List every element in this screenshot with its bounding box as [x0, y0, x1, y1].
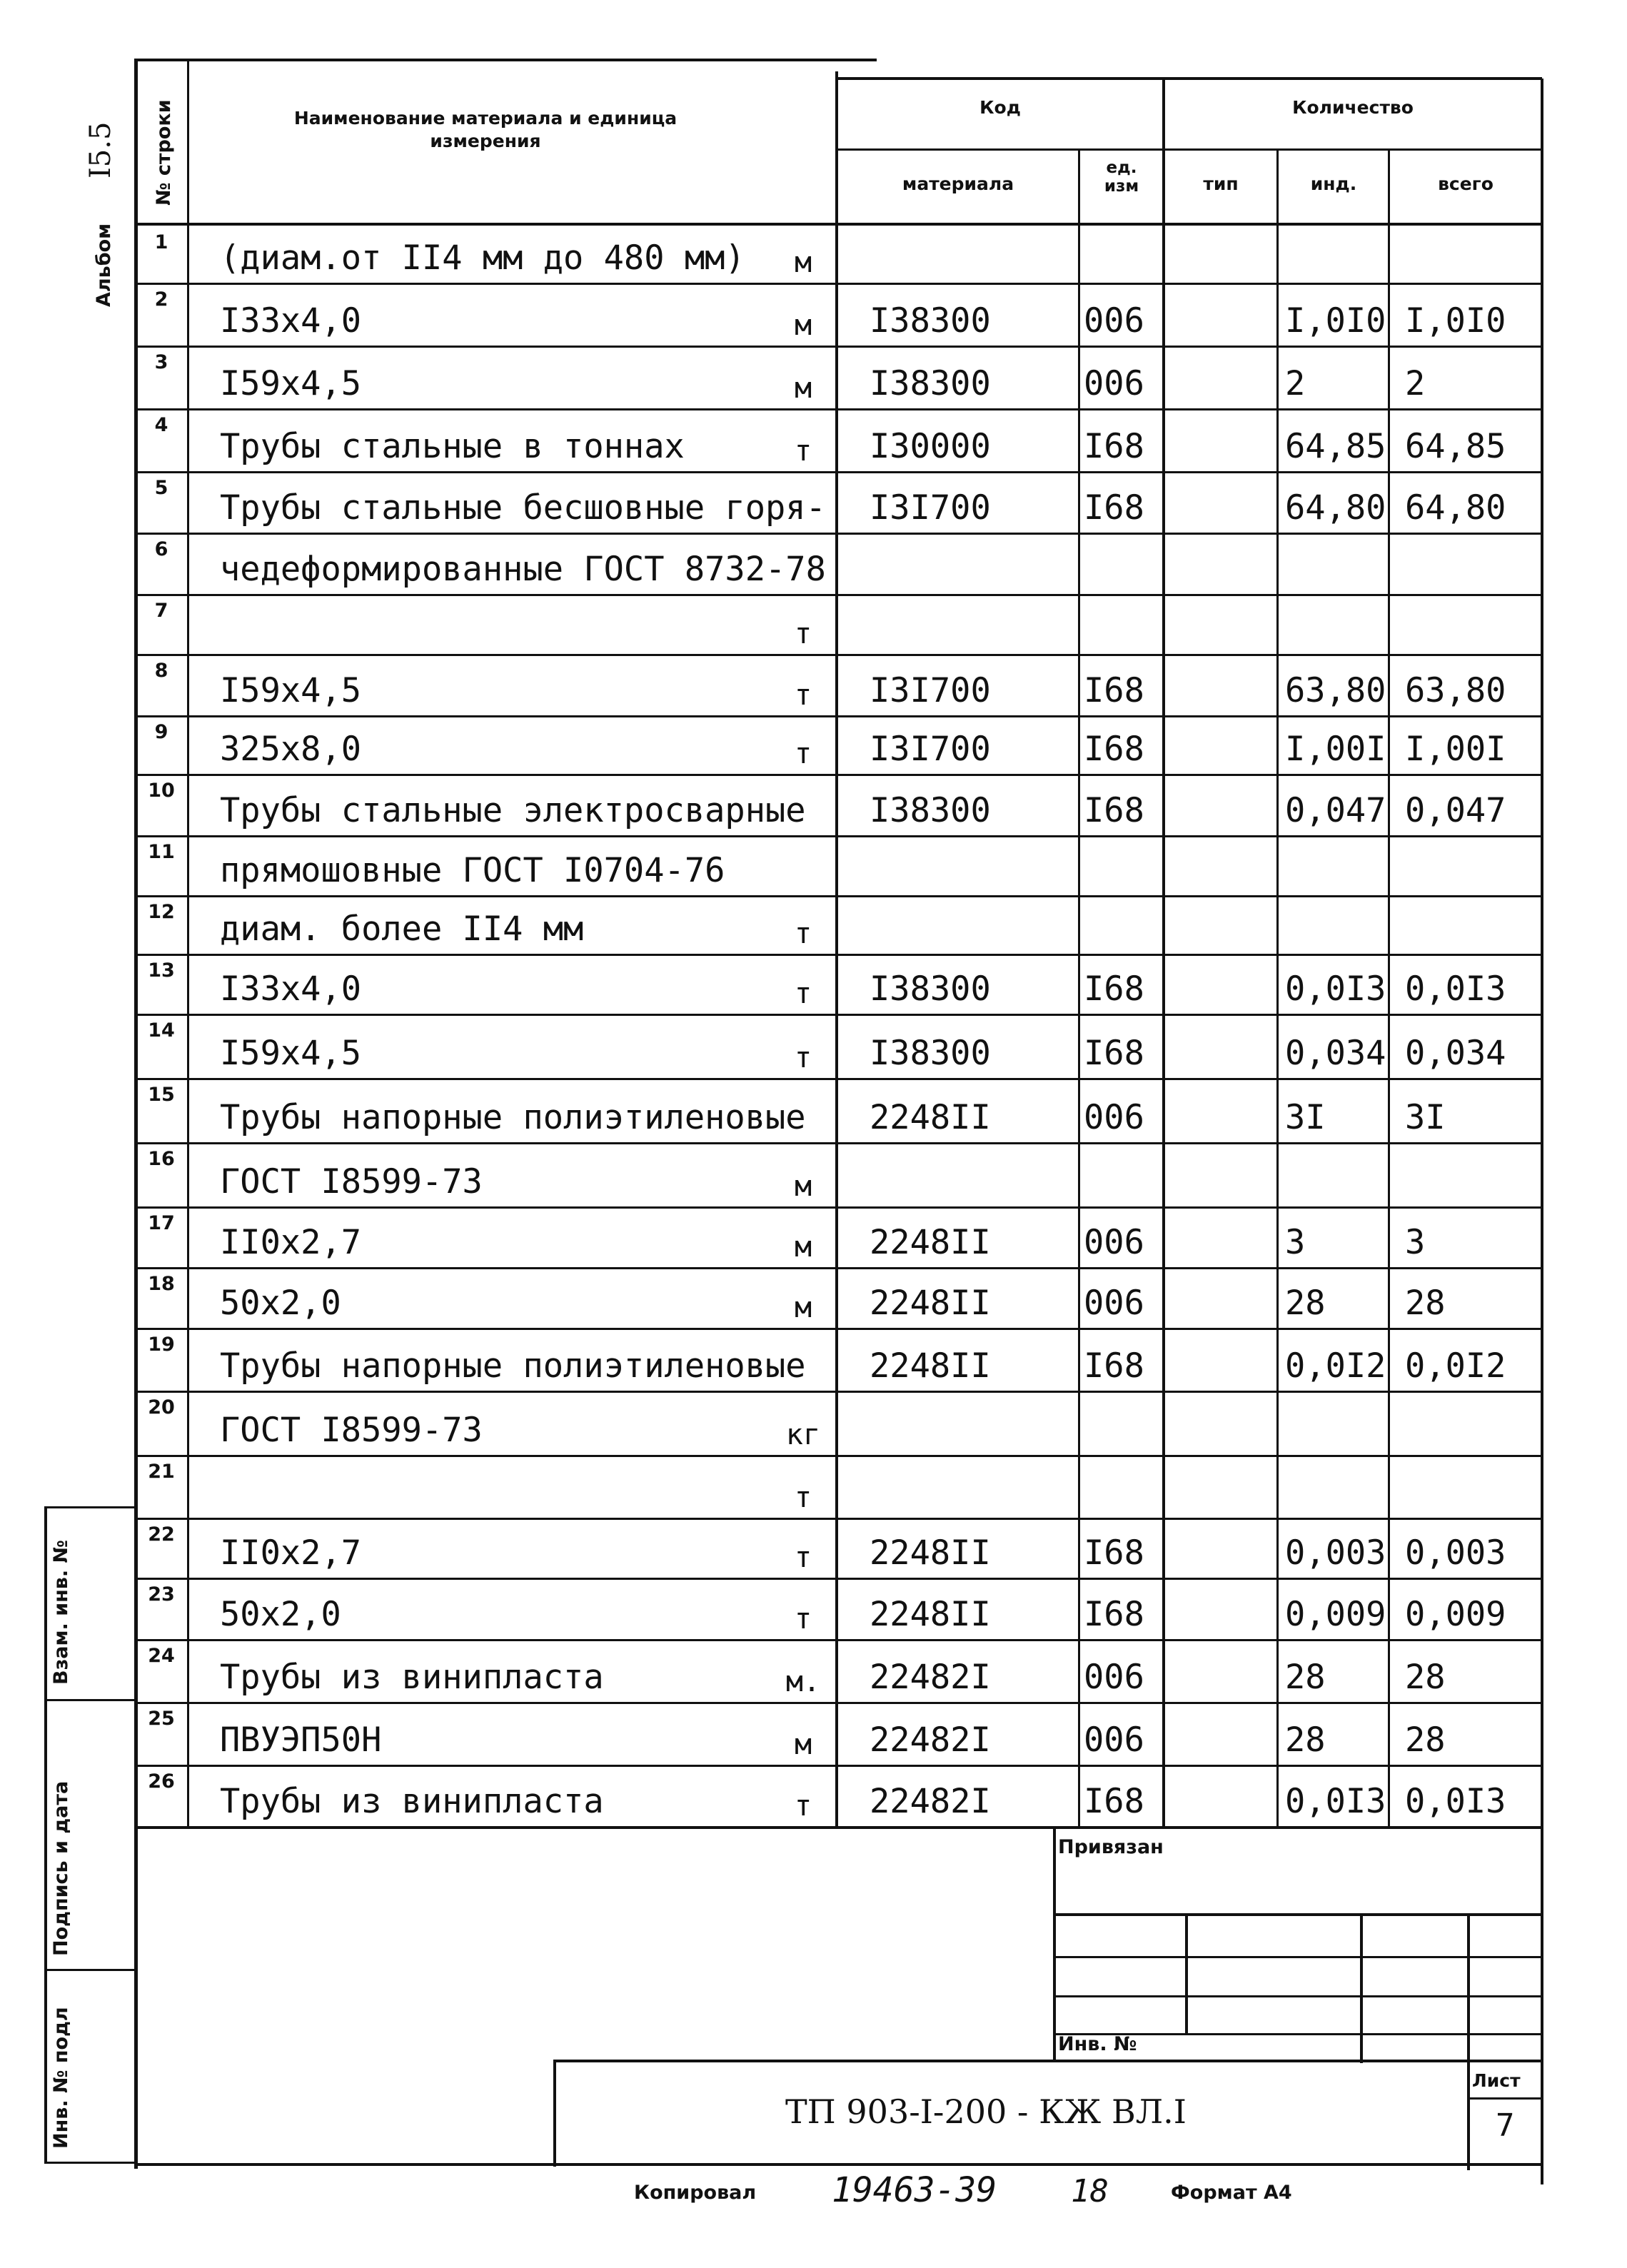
total-value: 28 — [1405, 1658, 1446, 1697]
row-divider — [134, 594, 1542, 596]
material-name: I59x4,5 — [220, 364, 362, 403]
copy-handwritten-number: 19463-39 — [832, 2170, 997, 2210]
ind-value: 0,0I3 — [1285, 1782, 1386, 1821]
row-divider — [134, 1639, 1542, 1641]
row-divider — [134, 1702, 1542, 1704]
row-number: 23 — [148, 1583, 175, 1606]
row-number: 25 — [148, 1708, 175, 1730]
ind-value: 0,0I3 — [1285, 969, 1386, 1009]
material-name: (диам.от II4 мм до 480 мм) — [220, 238, 745, 278]
row-divider — [134, 1578, 1542, 1580]
material-name: Трубы напорные полиэтиленовые — [220, 1098, 806, 1137]
material-name: Трубы стальные бесшовные горя- — [220, 488, 826, 528]
album-label: Альбом — [93, 223, 115, 307]
ind-value: 2 — [1285, 364, 1306, 403]
total-value: 28 — [1405, 1284, 1446, 1323]
total-value: I,0I0 — [1405, 301, 1506, 341]
unit-code: I68 — [1084, 1533, 1144, 1573]
row-number: 9 — [154, 721, 168, 743]
row-number: 14 — [148, 1019, 175, 1042]
row-number: 17 — [148, 1212, 175, 1234]
measure-unit: т — [794, 1790, 812, 1823]
total-value: I,00I — [1405, 730, 1506, 769]
row-divider — [134, 1765, 1542, 1767]
row-divider — [134, 471, 1542, 473]
measure-unit: т — [794, 737, 812, 770]
material-name: ПВУЭП50Н — [220, 1720, 382, 1760]
row-number: 12 — [148, 901, 175, 923]
material-code: 2248II — [870, 1223, 991, 1262]
row-number: 10 — [148, 780, 175, 802]
row-number: 18 — [148, 1273, 175, 1295]
measure-unit: т — [794, 1541, 812, 1574]
measure-unit: т — [794, 917, 812, 950]
material-code-header: материала — [902, 173, 1014, 194]
ind-value: 3 — [1285, 1223, 1306, 1262]
measure-unit: м — [794, 309, 812, 342]
ind-value: 64,85 — [1285, 427, 1386, 466]
measure-unit: т — [794, 679, 812, 712]
material-code: I38300 — [870, 364, 991, 403]
unit-code: 006 — [1084, 1284, 1144, 1323]
copied-label: Копировал — [634, 2182, 757, 2204]
unit-code: I68 — [1084, 730, 1144, 769]
unit-code: I68 — [1084, 1034, 1144, 1073]
material-name: 325x8,0 — [220, 730, 362, 769]
material-name: Трубы напорные полиэтиленовые — [220, 1346, 806, 1386]
row-number: 1 — [154, 231, 168, 253]
row-divider — [134, 1267, 1542, 1269]
row-number-header: № строки — [153, 99, 175, 206]
row-divider — [134, 1518, 1542, 1520]
total-value: 2 — [1405, 364, 1426, 403]
row-divider — [134, 1078, 1542, 1080]
unit-code: 006 — [1084, 1720, 1144, 1760]
measure-unit: м — [794, 1231, 812, 1264]
material-code: I38300 — [870, 969, 991, 1009]
row-number: 15 — [148, 1084, 175, 1106]
copy-handwritten-mark: 18 — [1071, 2173, 1109, 2209]
total-value: 64,80 — [1405, 488, 1506, 528]
quantity-header: Количество — [1292, 97, 1414, 118]
measure-unit: т — [794, 1042, 812, 1074]
measure-unit: т — [794, 435, 812, 468]
row-number: 13 — [148, 959, 175, 982]
unit-code: I68 — [1084, 488, 1144, 528]
total-value: 0,0I2 — [1405, 1346, 1506, 1386]
row-divider — [134, 895, 1542, 897]
type-header: тип — [1203, 173, 1239, 194]
material-code: I3I700 — [870, 730, 991, 769]
material-name: I33x4,0 — [220, 969, 362, 1009]
ind-value: 0,0I2 — [1285, 1346, 1386, 1386]
row-divider — [134, 715, 1542, 717]
row-divider — [134, 408, 1542, 410]
row-number: 22 — [148, 1523, 175, 1546]
row-number: 3 — [154, 351, 168, 373]
row-divider — [134, 1328, 1542, 1330]
signature-date-label: Подпись и дата — [50, 1780, 72, 1956]
measure-unit: м. — [785, 1665, 821, 1698]
unit-code: 006 — [1084, 1223, 1144, 1262]
material-code: 2248II — [870, 1098, 991, 1137]
material-name: I59x4,5 — [220, 671, 362, 710]
ind-value: 0,047 — [1285, 791, 1386, 830]
sheet-label: Лист — [1472, 2070, 1521, 2091]
measure-unit: м — [794, 1291, 812, 1324]
unit-code: I68 — [1084, 671, 1144, 710]
total-value: 0,034 — [1405, 1034, 1506, 1073]
row-number: 4 — [154, 414, 168, 436]
row-divider — [134, 1014, 1542, 1016]
material-name: диам. более II4 мм — [220, 909, 584, 949]
album-number: I5.5 — [84, 121, 117, 178]
measure-unit: м — [794, 1728, 812, 1761]
ind-value: 28 — [1285, 1658, 1326, 1697]
material-name: 50x2,0 — [220, 1284, 341, 1323]
unit-code: I68 — [1084, 427, 1144, 466]
material-name: II0x2,7 — [220, 1223, 362, 1262]
material-code: 22482I — [870, 1658, 991, 1697]
material-name: ГОСТ I8599-73 — [220, 1411, 483, 1450]
material-name: чедеформированные ГОСТ 8732-78 — [220, 550, 826, 589]
row-divider — [134, 283, 1542, 285]
material-name: Трубы из винипласта — [220, 1658, 604, 1697]
row-number: 2 — [154, 288, 168, 311]
material-name: ГОСТ I8599-73 — [220, 1162, 483, 1201]
ind-value: I,0I0 — [1285, 301, 1386, 341]
ind-value: 64,80 — [1285, 488, 1386, 528]
row-number: 6 — [154, 538, 168, 560]
material-code: I38300 — [870, 301, 991, 341]
material-code: I3I700 — [870, 488, 991, 528]
material-name: Трубы стальные электросварные — [220, 791, 806, 830]
material-code: 2248II — [870, 1284, 991, 1323]
unit-code: I68 — [1084, 969, 1144, 1009]
material-code: 2248II — [870, 1595, 991, 1634]
row-number: 19 — [148, 1334, 175, 1356]
row-number: 26 — [148, 1770, 175, 1793]
total-value: 63,80 — [1405, 671, 1506, 710]
material-name: I59x4,5 — [220, 1034, 362, 1073]
ind-header: инд. — [1310, 173, 1357, 194]
material-code: I30000 — [870, 427, 991, 466]
ind-value: 28 — [1285, 1284, 1326, 1323]
material-code: 22482I — [870, 1782, 991, 1821]
unit-code: 006 — [1084, 1658, 1144, 1697]
total-value: 28 — [1405, 1720, 1446, 1760]
row-number: 20 — [148, 1396, 175, 1418]
ind-value: 3I — [1285, 1098, 1326, 1137]
row-divider — [134, 835, 1542, 837]
ind-value: 0,003 — [1285, 1533, 1386, 1573]
total-header: всего — [1438, 173, 1493, 194]
unit-code: I68 — [1084, 1346, 1144, 1386]
measure-unit: т — [794, 1481, 812, 1514]
material-code: I38300 — [870, 791, 991, 830]
total-value: 0,0I3 — [1405, 969, 1506, 1009]
material-code: 22482I — [870, 1720, 991, 1760]
row-number: 24 — [148, 1645, 175, 1667]
row-divider — [134, 654, 1542, 656]
material-code: I3I700 — [870, 671, 991, 710]
row-divider — [134, 774, 1542, 776]
ind-value: 0,034 — [1285, 1034, 1386, 1073]
unit-code: 006 — [1084, 364, 1144, 403]
ind-value: 63,80 — [1285, 671, 1386, 710]
material-name: I33x4,0 — [220, 301, 362, 341]
row-divider — [134, 1391, 1542, 1393]
total-value: 0,047 — [1405, 791, 1506, 830]
total-value: 0,0I3 — [1405, 1782, 1506, 1821]
ind-value: 28 — [1285, 1720, 1326, 1760]
row-divider — [134, 1142, 1542, 1144]
material-name: Трубы из винипласта — [220, 1782, 604, 1821]
row-divider — [134, 1455, 1542, 1457]
total-value: 3 — [1405, 1223, 1426, 1262]
replace-inv-label: Взам. инв. № — [50, 1539, 72, 1685]
material-name: Трубы стальные в тоннах — [220, 427, 685, 466]
unit-code: 006 — [1084, 1098, 1144, 1137]
unit-code: I68 — [1084, 1782, 1144, 1821]
total-value: 64,85 — [1405, 427, 1506, 466]
row-number: 5 — [154, 477, 168, 499]
material-code: 2248II — [870, 1346, 991, 1386]
unit-code: I68 — [1084, 791, 1144, 830]
total-value: 0,003 — [1405, 1533, 1506, 1573]
measure-unit: т — [794, 977, 812, 1010]
measure-unit: т — [794, 618, 812, 650]
attached-label: Привязан — [1058, 1836, 1164, 1858]
inv-original-label: Инв. № подл — [50, 2007, 72, 2149]
inv-number-label: Инв. № — [1058, 2033, 1137, 2055]
unit-code-header: ед. изм — [1104, 158, 1139, 196]
material-code: 2248II — [870, 1533, 991, 1573]
name-header: Наименование материала и единица измерения — [293, 108, 678, 151]
measure-unit: м — [794, 246, 812, 279]
row-number: 16 — [148, 1148, 175, 1170]
row-divider — [134, 1206, 1542, 1209]
row-number: 11 — [148, 841, 175, 863]
code-header: Код — [979, 97, 1021, 118]
ind-value: 0,009 — [1285, 1595, 1386, 1634]
ind-value: I,00I — [1285, 730, 1386, 769]
material-code: I38300 — [870, 1034, 991, 1073]
row-number: 7 — [154, 600, 168, 622]
row-number: 8 — [154, 660, 168, 682]
sheet-number: 7 — [1496, 2107, 1515, 2144]
row-divider — [134, 954, 1542, 956]
measure-unit: т — [794, 1603, 812, 1636]
material-name: 50x2,0 — [220, 1595, 341, 1634]
row-number: 21 — [148, 1461, 175, 1483]
measure-unit: кг — [785, 1418, 821, 1451]
total-value: 3I — [1405, 1098, 1446, 1137]
row-divider — [134, 346, 1542, 348]
format-label: Формат А4 — [1171, 2182, 1292, 2204]
measure-unit: м — [794, 1170, 812, 1203]
document-code: ТП 903-I-200 - КЖ ВЛ.I — [785, 2092, 1187, 2131]
row-divider — [134, 533, 1542, 535]
unit-code: I68 — [1084, 1595, 1144, 1634]
total-value: 0,009 — [1405, 1595, 1506, 1634]
measure-unit: м — [794, 372, 812, 405]
material-name: II0x2,7 — [220, 1533, 362, 1573]
unit-code: 006 — [1084, 301, 1144, 341]
material-name: прямошовные ГОСТ I0704-76 — [220, 851, 725, 890]
